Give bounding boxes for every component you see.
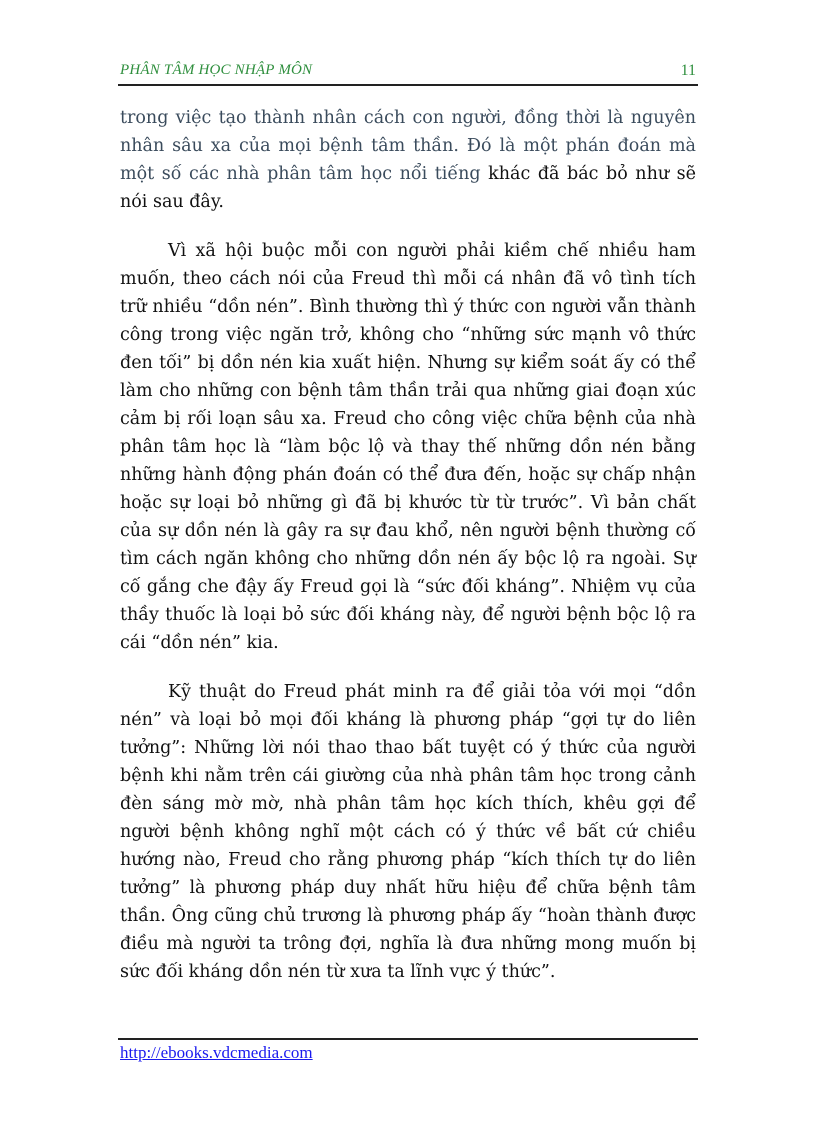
running-title: PHÂN TÂM HỌC NHẬP MÔN [120,62,313,78]
paragraph-1-text: khác đã bác bỏ như sẽ nói sau đây. [120,164,697,212]
footer-link[interactable]: http://ebooks.vdcmedia.com [120,1043,313,1062]
page-header [118,60,698,86]
footer-divider [118,1038,698,1040]
page-number: 11 [680,62,696,79]
paragraph-3: Kỹ thuật do Freud phát minh ra để giải tỏa với mọi “dồn nén” và loại bỏ mọi đối kháng là phương pháp “gợi tự do liên tưởng”: Những lời nói thao thao bất tuyệt có ý thức của người bệnh khi nằm trên cái giường của nhà phân tâm học trong cảnh đèn sáng mờ mờ, nhà phân tâm học kích thích, khêu gợi để người bệnh không nghĩ một cách có ý thức về bất cứ chiều hướng nào, Freud cho rằng phương pháp “kích thích tự do liên tưởng” là phương pháp duy nhất hữu hiệu để chữa bệnh tâm thần. Ông cũng chủ trương là phương pháp ấy “hoàn thành được điều mà người ta trông đợi, nghĩa là đưa những mong muốn bị sức đối kháng dồn nén từ xưa ta lĩnh vực ý thức”. [120,682,696,982]
paragraph-1 [120,104,696,216]
body-text [120,104,696,986]
paragraph-2: Vì xã hội buộc mỗi con người phải kiềm chế nhiều ham muốn, theo cách nói của Freud thì mỗi cá nhân đã vô tình tích trữ nhiều “dồn nén”. Bình thường thì ý thức con người vẫn thành công trong việc ngăn trở, không cho “những sức mạnh vô thức đen tối” bị dồn nén kia xuất hiện. Nhưng sự kiểm soát ấy có thể làm cho những con bệnh tâm thần trải qua những giai đoạn xúc cảm bị rối loạn sâu xa. Freud cho công việc chữa bệnh của nhà phân tâm học là “làm bộc lộ và thay thế những dồn nén bằng những hành động phán đoán có thể đưa đến, hoặc sự chấp nhận hoặc sự loại bỏ những gì đã bị khước từ từ trước”. Vì bản chất của sự dồn nén là gây ra sự đau khổ, nên người bệnh thường cố tìm cách ngăn không cho những dồn nén ấy bộc lộ ra ngoài. Sự cố gắng che đậy ấy Freud gọi là “sức đối kháng”. Nhiệm vụ của thầy thuốc là loại bỏ sức đối kháng này, để người bệnh bộc lộ ra cái “dồn nén” kia. [120,241,696,653]
paragraph-1-faded-text: trong việc tạo thành nhân cách con người, đồng thời là nguyên nhân sâu xa của mọi bệnh tâm thần. Đó là một phán đoán mà một số các nhà phân tâm học nổi tiếng [120,108,696,184]
